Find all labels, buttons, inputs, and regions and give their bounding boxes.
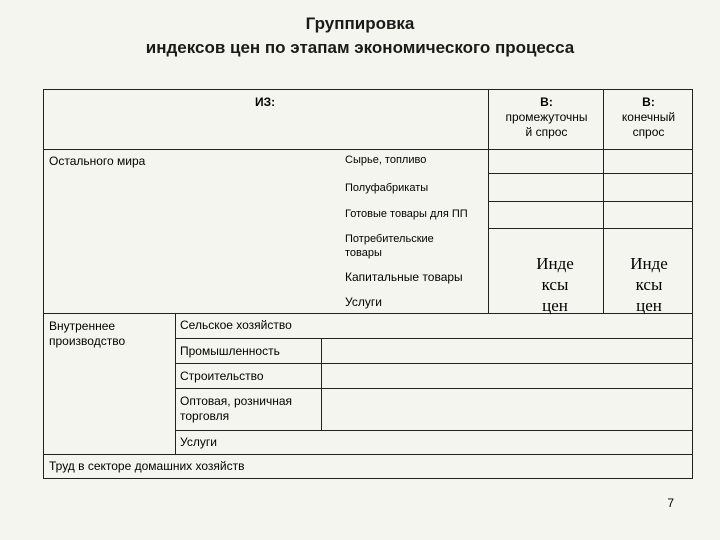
index-intermediate: [520, 253, 590, 316]
section-divider: [43, 313, 693, 314]
index-final: [614, 253, 684, 316]
row-construction: Строительство: [180, 369, 264, 383]
index-final-line1: Инде: [630, 254, 668, 273]
to-intermediate-line2: промежуточны: [505, 110, 588, 124]
index-final-line3: цен: [636, 296, 662, 315]
to-final-line3: спрос: [632, 125, 665, 139]
rest-of-world-label: Остального мира: [49, 154, 146, 168]
domestic-label-line2: производство: [49, 334, 126, 348]
row-finished-goods-pp: Готовые товары для ПП: [345, 208, 468, 220]
row-industry: Промышленность: [180, 344, 280, 358]
to-intermediate-header: [490, 95, 603, 140]
to-intermediate-line1: В:: [540, 95, 553, 109]
row-trade-line1: Оптовая, розничная: [180, 394, 293, 408]
grid-row-2: [488, 201, 693, 202]
domestic-label-line1: Внутреннее: [49, 319, 116, 333]
header-bottom: [43, 149, 693, 150]
from-header: ИЗ:: [255, 95, 276, 109]
dom-row-3: [175, 388, 693, 389]
grid-row-1: [488, 173, 693, 174]
row-semi-finished: Полуфабрикаты: [345, 182, 429, 194]
row-trade-line2: торговля: [180, 409, 230, 423]
table-border-left: [43, 89, 44, 479]
row-services-rest: Услуги: [345, 295, 382, 309]
grid-row-3: [488, 228, 693, 229]
to-final-header: [605, 95, 692, 140]
title-line-2: индексов цен по этапам экономического процесса: [145, 38, 575, 57]
dom-row-2: [175, 363, 693, 364]
domestic-col-sep: [175, 313, 176, 454]
index-intermediate-line2: ксы: [541, 275, 569, 294]
dom-row-5: [43, 454, 693, 455]
title-line-1: Группировка: [305, 14, 415, 33]
to-final-line1: В:: [642, 95, 655, 109]
row-raw-materials: Сырье, топливо: [345, 154, 427, 166]
page-number: 7: [667, 496, 674, 510]
row-consumer-goods-line1: Потребительские: [345, 233, 434, 245]
row-consumer-goods-line2: товары: [345, 247, 382, 259]
table-border-right: [692, 89, 693, 479]
dom-row-4: [175, 430, 693, 431]
dom-row-1: [175, 338, 693, 339]
row-capital-goods: Капитальные товары: [345, 270, 463, 284]
index-intermediate-line1: Инде: [536, 254, 574, 273]
index-final-line2: ксы: [635, 275, 663, 294]
row-services-domestic: Услуги: [180, 435, 217, 449]
row-household-labor: Труд в секторе домашних хозяйств: [49, 459, 245, 473]
dom-inner-sep: [321, 338, 322, 431]
row-agriculture: Сельское хозяйство: [180, 318, 292, 332]
table-border-top: [43, 89, 693, 90]
to-intermediate-line3: й спрос: [525, 125, 568, 139]
to-final-line2: конечный: [621, 110, 676, 124]
index-intermediate-line3: цен: [542, 296, 568, 315]
table-border-bottom: [43, 478, 693, 479]
